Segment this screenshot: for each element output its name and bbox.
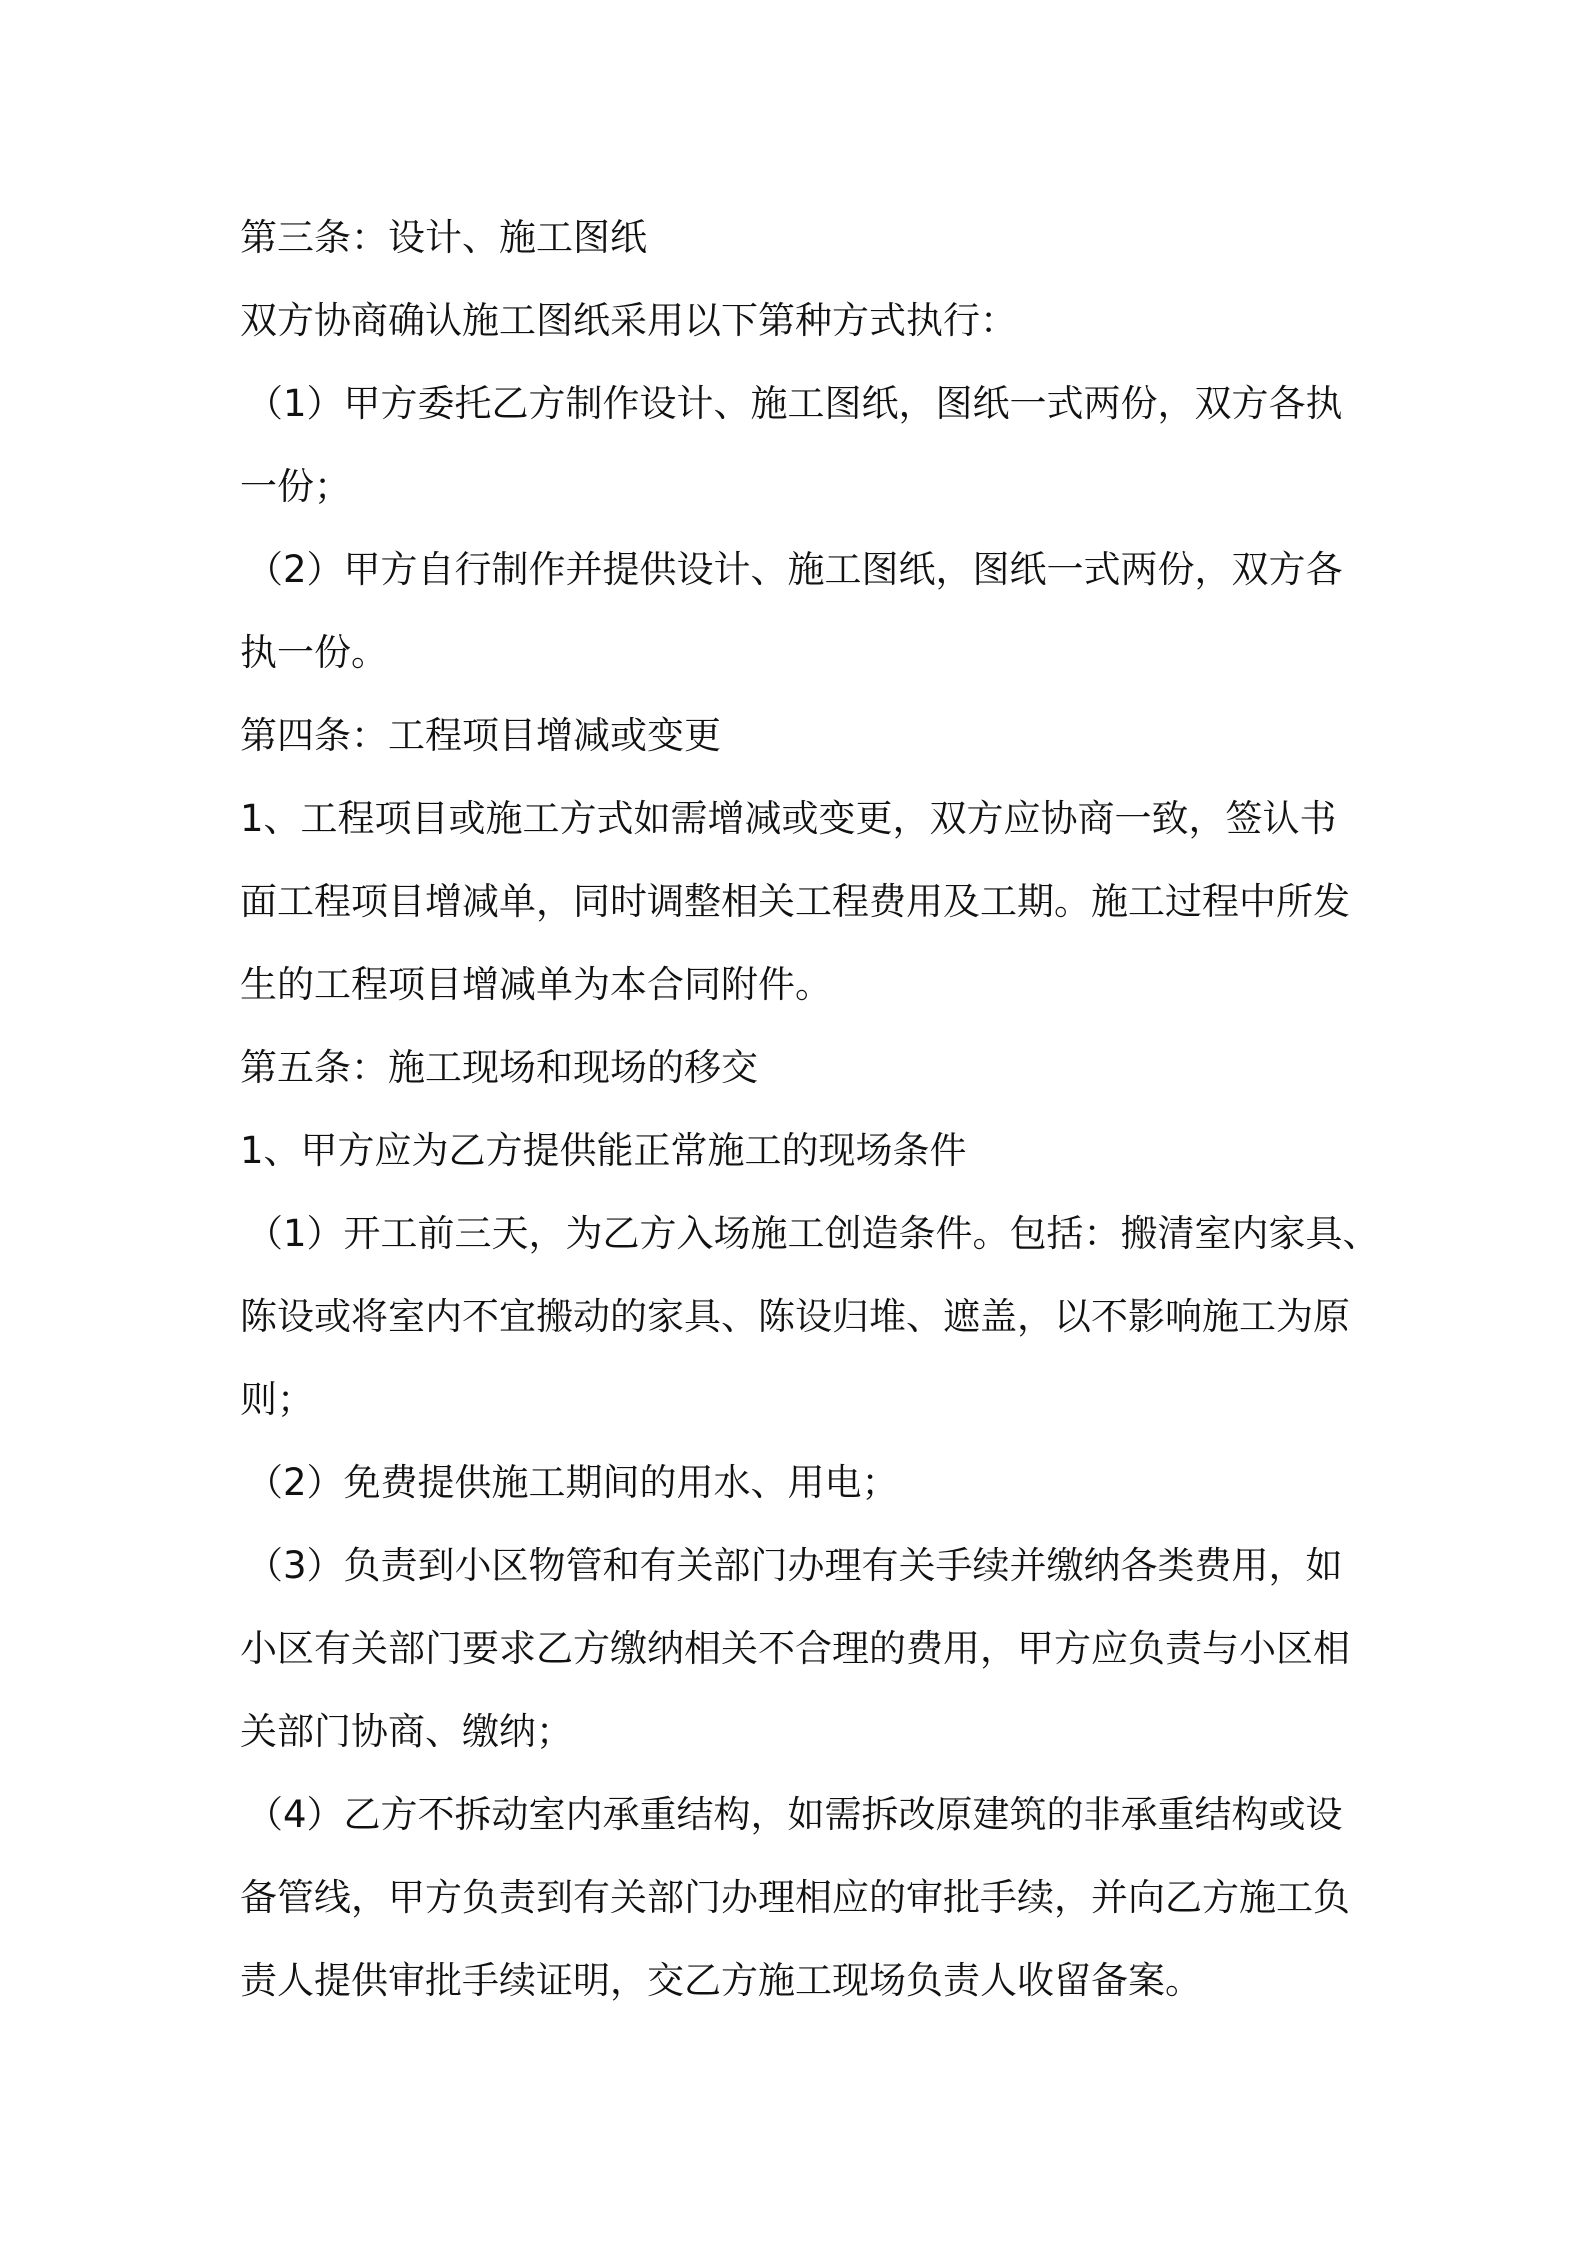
paragraph-line: 执一份。	[240, 631, 388, 674]
paragraph-line: 责人提供审批手续证明，交乙方施工现场负责人收留备案。	[240, 1959, 1202, 2002]
paragraph-line: 生的工程项目增减单为本合同附件。	[240, 963, 832, 1006]
paragraph-line: （1）甲方委托乙方制作设计、施工图纸，图纸一式两份，双方各执	[246, 382, 1343, 425]
heading-article-5: 第五条：施工现场和现场的移交	[240, 1046, 758, 1089]
paragraph-line: 则；	[240, 1378, 314, 1421]
paragraph-line: 陈设或将室内不宜搬动的家具、陈设归堆、遮盖，以不影响施工为原	[240, 1295, 1350, 1338]
contract-text	[240, 196, 1380, 2022]
paragraph-line: （3）负责到小区物管和有关部门办理有关手续并缴纳各类费用，如	[246, 1544, 1343, 1587]
paragraph-line: 小区有关部门要求乙方缴纳相关不合理的费用，甲方应负责与小区相	[240, 1627, 1350, 1670]
heading-article-3: 第三条：设计、施工图纸	[240, 216, 647, 259]
paragraph-line: 关部门协商、缴纳；	[240, 1710, 573, 1753]
paragraph-line: 一份；	[240, 465, 351, 508]
paragraph-line: 1、工程项目或施工方式如需增减或变更，双方应协商一致，签认书	[240, 797, 1337, 840]
paragraph-line: （2）免费提供施工期间的用水、用电；	[246, 1461, 899, 1504]
paragraph-line: （1）开工前三天，为乙方入场施工创造条件。包括：搬清室内家具、	[246, 1212, 1380, 1255]
paragraph-line: （4）乙方不拆动室内承重结构，如需拆改原建筑的非承重结构或设	[246, 1793, 1343, 1836]
paragraph-line: 备管线，甲方负责到有关部门办理相应的审批手续，并向乙方施工负	[240, 1876, 1350, 1919]
paragraph-line: （2）甲方自行制作并提供设计、施工图纸，图纸一式两份，双方各	[246, 548, 1343, 591]
heading-article-4: 第四条：工程项目增减或变更	[240, 714, 721, 757]
paragraph-line: 双方协商确认施工图纸采用以下第种方式执行：	[240, 299, 1017, 342]
paragraph-line: 面工程项目增减单，同时调整相关工程费用及工期。施工过程中所发	[240, 880, 1350, 923]
paragraph-line: 1、甲方应为乙方提供能正常施工的现场条件	[240, 1129, 967, 1172]
